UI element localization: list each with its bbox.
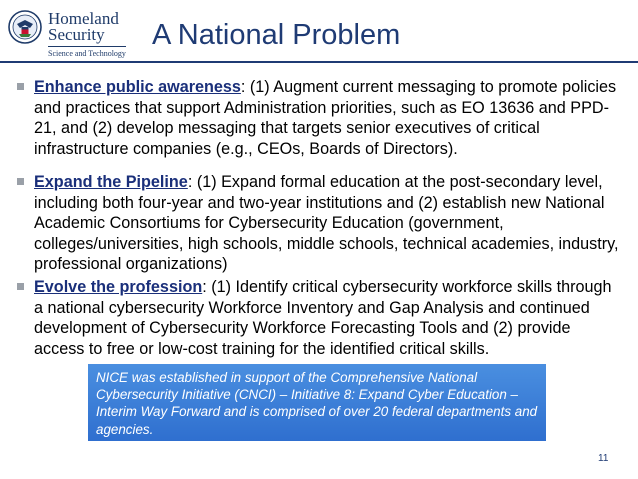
dhs-seal-icon: [8, 10, 42, 44]
bullet-text: : (1) Expand formal education at the post-secondary level, including both four-year and two-year institutions and (2) establish new National Academic Consortiums for Cybersecurity Education (government, colleges/universities, high schools, middle schools, technical academies, industry, professional organizations): [34, 173, 619, 274]
bullet-heading: Expand the Pipeline: [34, 173, 188, 191]
bullet-marker-icon: [17, 83, 24, 90]
slide-title: A National Problem: [152, 19, 401, 51]
logo-subtitle: Science and Technology: [48, 49, 126, 58]
bullet-heading: Evolve the profession: [34, 278, 203, 296]
title-divider: [0, 61, 638, 63]
logo-divider: [48, 46, 126, 47]
bullet-expand-pipeline: [34, 172, 624, 275]
bullet-text: : (1) Identify critical cybersecurity workforce skills through a national cybersecurity Workforce Inventory and Gap Analysis and continued development of Cybersecurity Workforce Forecasting Tools and (2) provide access to free or low-cost training for the identified critical skills.: [34, 278, 612, 358]
nice-callout: NICE was established in support of the Comprehensive National Cybersecurity Initiative (CNCI) – Initiative 8: Expand Cyber Education – Interim Way Forward and is comprised of over 20 federal departments and agencies.: [88, 364, 546, 441]
bullet-evolve-profession: [34, 277, 624, 359]
dhs-logo: [8, 8, 130, 58]
bullet-marker-icon: [17, 178, 24, 185]
logo-line1: Homeland: [48, 9, 119, 28]
logo-line2: Security: [48, 25, 105, 44]
bullet-heading: Enhance public awareness: [34, 78, 241, 96]
bullet-text: : (1) Augment current messaging to promote policies and practices that support Administration priorities, such as EO 13636 and PPD-21, and (2) develop messaging that targets senior executives of critical infrastructure companies (e.g., CEOs, Boards of Directors).: [34, 78, 617, 158]
page-number: 11: [598, 453, 609, 464]
bullet-public-awareness: [34, 77, 624, 159]
bullet-marker-icon: [17, 283, 24, 290]
